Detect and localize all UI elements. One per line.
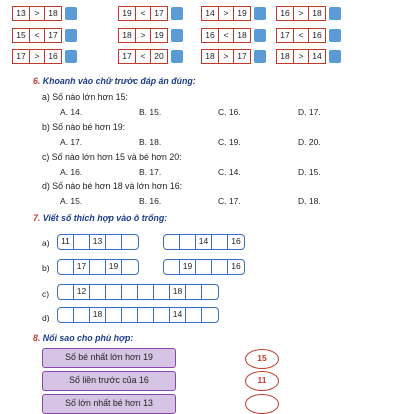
number-box[interactable]	[58, 308, 74, 322]
number-box[interactable]	[106, 285, 122, 299]
question-number: 7.	[33, 213, 41, 223]
answer-box[interactable]	[65, 29, 77, 42]
option-d[interactable]: D. 17.	[298, 107, 321, 117]
number-box[interactable]	[138, 285, 154, 299]
sub-question-a: a) Số nào lớn hơn 15:	[42, 92, 128, 102]
number-box[interactable]	[90, 260, 106, 274]
answer-box[interactable]	[254, 29, 266, 42]
comparison-frame	[276, 6, 326, 21]
comparison-number: 17	[237, 51, 247, 61]
number-sequence	[57, 307, 219, 323]
comparison-number: 17	[280, 30, 290, 40]
option-d[interactable]: D. 15.	[298, 167, 321, 177]
comparison-number: 16	[205, 30, 215, 40]
row-label-a: a)	[42, 238, 50, 248]
comparison-number: 14	[312, 51, 322, 61]
number-box[interactable]	[58, 285, 74, 299]
comparison-number: 16	[312, 30, 322, 40]
number-box[interactable]	[164, 260, 180, 274]
comparison-number: 17	[16, 51, 26, 61]
comparison-operator: >	[29, 7, 45, 20]
number-sequence	[163, 234, 245, 250]
number-box[interactable]: 14	[196, 235, 212, 249]
comparison-number: 18	[205, 51, 215, 61]
row-label-c: c)	[42, 289, 50, 299]
question-8-title	[33, 333, 133, 343]
number-box[interactable]	[74, 308, 90, 322]
option-c[interactable]: C. 17.	[218, 196, 241, 206]
answer-box[interactable]	[171, 7, 183, 20]
number-box[interactable]	[122, 308, 138, 322]
comparison-number: 18	[48, 8, 58, 18]
answer-box[interactable]	[329, 7, 341, 20]
comparison-frame	[201, 49, 251, 64]
comparison-item	[201, 49, 266, 64]
number-box[interactable]	[212, 235, 228, 249]
option-b[interactable]: B. 17.	[139, 167, 162, 177]
number-box[interactable]	[106, 235, 122, 249]
number-box[interactable]	[122, 235, 138, 249]
number-box[interactable]: 19	[180, 260, 196, 274]
number-box[interactable]	[196, 260, 212, 274]
comparison-item	[12, 49, 77, 64]
comparison-item	[201, 6, 266, 21]
number-sequence	[57, 234, 139, 250]
comparison-operator: <	[29, 29, 45, 42]
number-box[interactable]	[212, 260, 228, 274]
comparison-frame	[118, 28, 168, 43]
comparison-frame	[12, 28, 62, 43]
question-6-title	[33, 76, 196, 86]
comparison-item	[12, 28, 77, 43]
match-right-item[interactable]: 15	[245, 349, 279, 369]
option-a[interactable]: A. 14.	[60, 107, 83, 117]
comparison-item	[118, 28, 183, 43]
number-box[interactable]	[186, 308, 202, 322]
comparison-item	[276, 28, 341, 43]
question-text: Viết số thích hợp vào ô trống:	[42, 213, 168, 223]
comparison-number: 16	[48, 51, 58, 61]
number-box[interactable]: 18	[170, 285, 186, 299]
number-box[interactable]: 13	[90, 235, 106, 249]
number-box[interactable]: 12	[74, 285, 90, 299]
comparison-frame	[12, 49, 62, 64]
comparison-number: 18	[312, 8, 322, 18]
answer-box[interactable]	[329, 50, 341, 63]
comparison-number: 19	[237, 8, 247, 18]
number-box[interactable]	[186, 285, 202, 299]
comparison-frame	[201, 28, 251, 43]
sub-question-b: b) Số nào bé hơn 19:	[42, 122, 126, 132]
comparison-frame	[276, 28, 326, 43]
comparison-item	[276, 49, 341, 64]
number-box[interactable]	[90, 285, 106, 299]
number-box[interactable]: 19	[106, 260, 122, 274]
comparison-number: 17	[122, 51, 132, 61]
match-left-item[interactable]: Số liền trước của 16	[42, 371, 176, 391]
option-a[interactable]: A. 17.	[60, 137, 83, 147]
comparison-operator: <	[135, 7, 151, 20]
comparison-number: 18	[280, 51, 290, 61]
number-box[interactable]	[202, 308, 218, 322]
comparison-number: 13	[16, 8, 26, 18]
option-c[interactable]: C. 16.	[218, 107, 241, 117]
comparison-item	[276, 6, 341, 21]
row-label-d: d)	[42, 313, 50, 323]
option-b[interactable]: B. 18.	[139, 137, 162, 147]
comparison-number: 18	[237, 30, 247, 40]
row-label-b: b)	[42, 263, 50, 273]
option-a[interactable]: A. 16.	[60, 167, 83, 177]
comparison-number: 17	[48, 30, 58, 40]
sub-question-c: c) Số nào lớn hơn 15 và bé hơn 20:	[42, 152, 182, 162]
number-box[interactable]	[138, 308, 154, 322]
number-box[interactable]	[154, 308, 170, 322]
comparison-item	[201, 28, 266, 43]
comparison-operator: <	[293, 29, 309, 42]
question-7-title	[33, 213, 167, 223]
comparison-item	[12, 6, 77, 21]
number-sequence	[57, 284, 219, 300]
comparison-number: 15	[16, 30, 26, 40]
number-box[interactable]	[180, 235, 196, 249]
option-b[interactable]: B. 16.	[139, 196, 162, 206]
comparison-frame	[118, 49, 168, 64]
comparison-number: 19	[154, 30, 164, 40]
comparison-frame	[276, 49, 326, 64]
number-box[interactable]	[122, 285, 138, 299]
match-right-item[interactable]: 11	[245, 371, 279, 391]
comparison-frame	[12, 6, 62, 21]
sub-question-d: d) Số nào bé hơn 18 và lớn hơn 16:	[42, 181, 183, 191]
match-left-item[interactable]: Số bé nhất lớn hơn 19	[42, 348, 176, 368]
comparison-operator: >	[293, 50, 309, 63]
number-box[interactable]: 16	[231, 261, 241, 271]
number-box[interactable]	[106, 308, 122, 322]
match-left-item[interactable]: Số lớn nhất bé hơn 13	[42, 394, 176, 414]
comparison-item	[118, 49, 183, 64]
question-number: 6.	[33, 76, 41, 86]
question-text: Khoanh vào chữ trước đáp án đúng:	[42, 76, 196, 86]
match-right-item[interactable]	[245, 394, 279, 414]
comparison-number: 19	[122, 8, 132, 18]
number-box[interactable]: 11	[58, 235, 74, 249]
answer-box[interactable]	[171, 50, 183, 63]
comparison-frame	[201, 6, 251, 21]
comparison-item	[118, 6, 183, 21]
option-d[interactable]: D. 18.	[298, 196, 321, 206]
answer-box[interactable]	[254, 50, 266, 63]
comparison-frame	[118, 6, 168, 21]
number-box[interactable]	[164, 235, 180, 249]
answer-box[interactable]	[329, 29, 341, 42]
option-c[interactable]: C. 14.	[218, 167, 241, 177]
number-box[interactable]	[74, 235, 90, 249]
comparison-number: 16	[280, 8, 290, 18]
comparison-operator: >	[218, 50, 234, 63]
comparison-number: 20	[154, 51, 164, 61]
number-sequence	[57, 259, 139, 275]
comparison-number: 17	[154, 8, 164, 18]
comparison-operator: >	[29, 50, 45, 63]
comparison-operator: <	[135, 50, 151, 63]
answer-box[interactable]	[65, 50, 77, 63]
number-box[interactable]: 17	[74, 260, 90, 274]
number-box[interactable]: 18	[90, 308, 106, 322]
answer-box[interactable]	[171, 29, 183, 42]
option-a[interactable]: A. 15.	[60, 196, 83, 206]
number-box[interactable]: 16	[231, 236, 241, 246]
number-box[interactable]	[58, 260, 74, 274]
number-sequence	[163, 259, 245, 275]
question-number: 8.	[33, 333, 41, 343]
option-c[interactable]: C. 19.	[218, 137, 241, 147]
number-box[interactable]	[122, 260, 138, 274]
answer-box[interactable]	[65, 7, 77, 20]
comparison-operator: >	[218, 7, 234, 20]
comparison-operator: >	[293, 7, 309, 20]
answer-box[interactable]	[254, 7, 266, 20]
comparison-number: 14	[205, 8, 215, 18]
option-b[interactable]: B. 15.	[139, 107, 162, 117]
option-d[interactable]: D. 20.	[298, 137, 321, 147]
comparison-operator: >	[135, 29, 151, 42]
number-box[interactable]	[202, 285, 218, 299]
comparison-operator: <	[218, 29, 234, 42]
number-box[interactable]	[154, 285, 170, 299]
number-box[interactable]: 14	[170, 308, 186, 322]
question-text: Nối sao cho phù hợp:	[42, 333, 134, 343]
comparison-number: 18	[122, 30, 132, 40]
